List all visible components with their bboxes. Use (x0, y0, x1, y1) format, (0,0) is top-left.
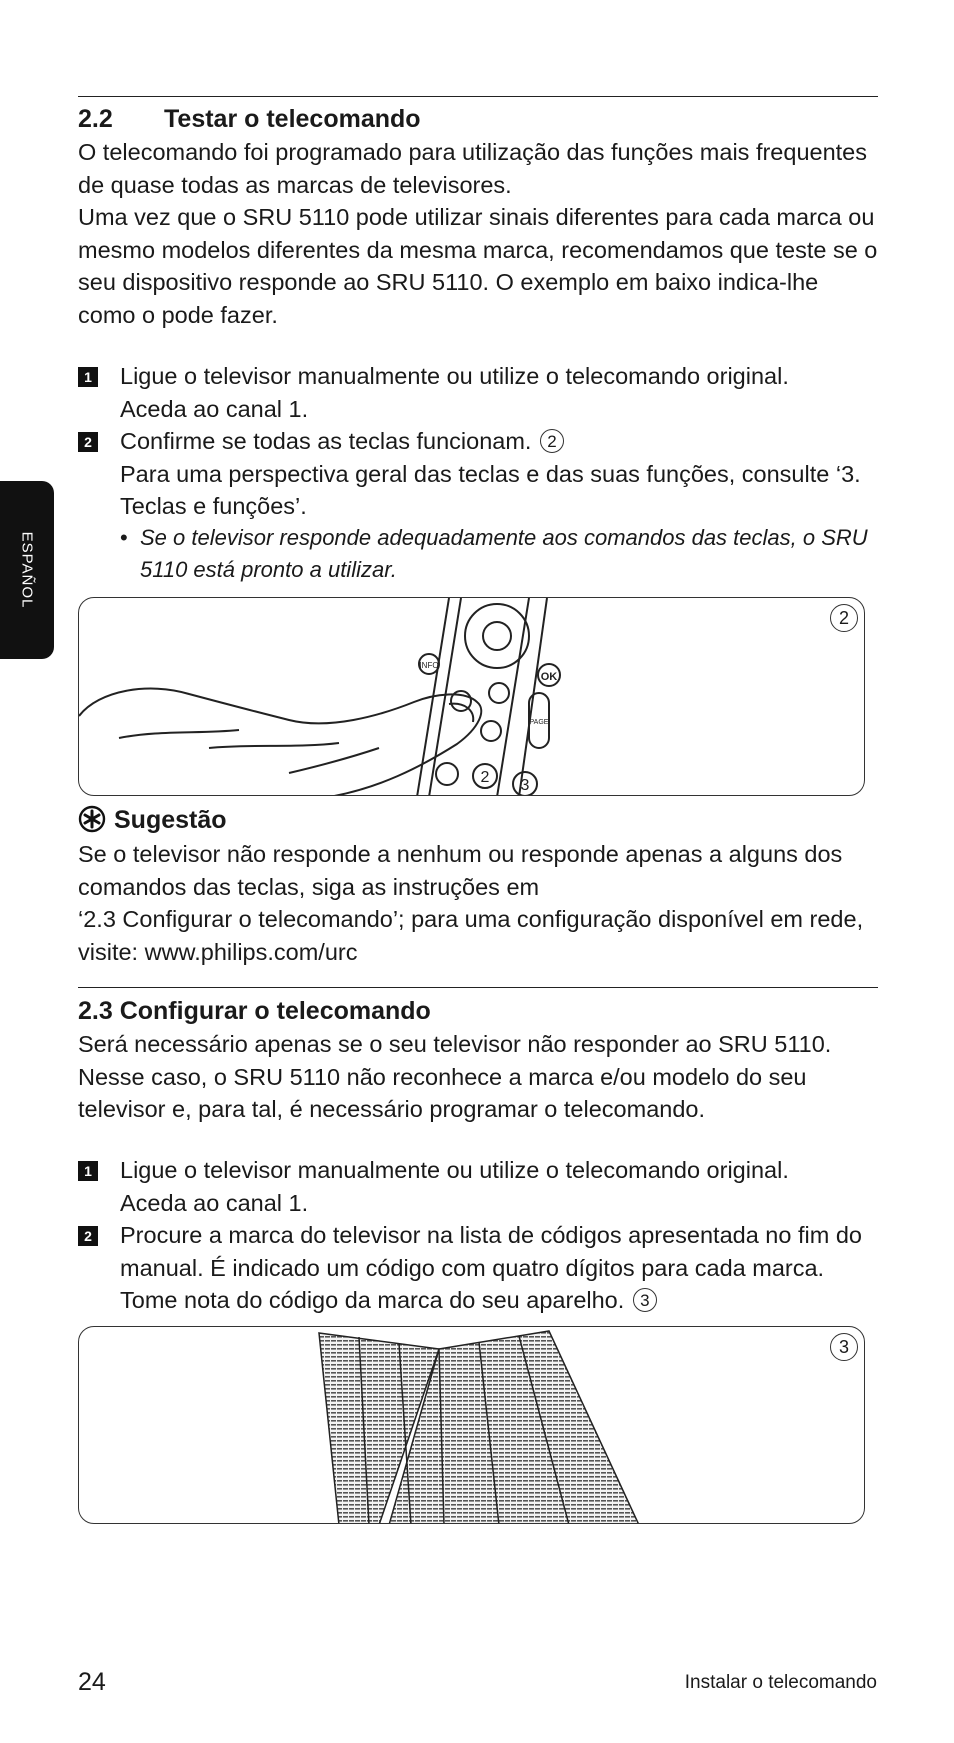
remote-label-page: PAGE (529, 719, 549, 726)
figure-remote-test (78, 597, 865, 796)
step-2-text: Procure a marca do televisor na lista de códigos apresentada no fim do manual. É indicado um código com quatro dígitos para cada marca. Tome nota do código da marca do seu aparelho. 3 (120, 1222, 862, 1313)
step-2-line-1: Confirme se todas as teclas funcionam. 2 (120, 425, 878, 458)
remote-label-2: 2 (480, 769, 490, 786)
page-number: 24 (78, 1668, 106, 1696)
tip-line-2: ‘2.3 Configurar o telecomando’; para uma configuração disponível em rede, visite: www.philips.com/urc (78, 906, 864, 965)
step-1-line-2: Aceda ao canal 1. (120, 1189, 309, 1216)
step-1 (78, 360, 878, 425)
language-tab-label: ESPAÑOL (18, 531, 36, 609)
bullet-mark: • (120, 525, 128, 550)
step-1-line-1: Ligue o televisor manualmente ou utilize o telecomando original. (120, 1157, 789, 1183)
tip-body (78, 838, 878, 968)
figure-number-label: 2 (830, 604, 858, 632)
figure-reference: 3 (633, 1288, 657, 1312)
remote-label-3: 3 (520, 777, 530, 794)
step-2 (78, 425, 878, 523)
step-1-line-2: Aceda ao canal 1. (120, 395, 309, 422)
step-number-badge: 1 (78, 1161, 98, 1181)
step-2-line-2: Para uma perspectiva geral das teclas e das suas funções, consulte ‘3. Teclas e funções’. (120, 460, 861, 519)
figure-code-list (78, 1326, 865, 1524)
section-heading-2-3: 2.3 Configurar o telecomando (78, 997, 431, 1025)
chapter-title: Instalar o telecomando (684, 1672, 877, 1693)
step-2 (78, 1219, 878, 1317)
intro-paragraph-1: O telecomando foi programado para utilização das funções mais frequentes de quase todas as marcas de televisores. (78, 139, 868, 198)
step-1-line-1: Ligue o televisor manualmente ou utilize o telecomando original. (120, 363, 789, 389)
intro-paragraph-2: Uma vez que o SRU 5110 pode utilizar sinais diferentes para cada marca ou mesmo modelos diferentes da mesma marca, recomendamos que teste se o seu dispositivo responde ao SRU 5110. O exemplo em baixo indica-lhe como o pode fazer. (78, 204, 878, 328)
step-number-badge: 1 (78, 367, 98, 387)
section-intro (78, 136, 878, 331)
section-divider (78, 96, 878, 97)
section-divider (78, 987, 878, 988)
figure-number-label: 3 (830, 1333, 858, 1361)
step-1 (78, 1154, 878, 1219)
section-title: Testar o telecomando (164, 105, 421, 133)
remote-label-ok: OK (540, 671, 558, 683)
figure-reference: 2 (540, 429, 564, 453)
tip-line-1: Se o televisor não responde a nenhum ou responde apenas a alguns dos comandos das teclas, siga as instruções em (78, 841, 843, 900)
step-number-badge: 2 (78, 432, 98, 452)
section-number: 2.2 (78, 105, 113, 133)
tip-icon (78, 805, 106, 833)
tip-heading (78, 805, 227, 835)
section-heading-2-2 (78, 104, 421, 134)
section-2-3-intro: Será necessário apenas se o seu televisor não responder ao SRU 5110. Nesse caso, o SRU 5110 não reconhece a marca e/ou modelo do seu televisor e, para tal, é necessário programar o telecomando. (78, 1031, 832, 1122)
result-bullet (120, 522, 880, 586)
step-number-badge: 2 (78, 1226, 98, 1246)
remote-label-info: INFO (419, 661, 439, 670)
tip-title: Sugestão (114, 806, 227, 834)
code-list-booklet-illustration (79, 1327, 865, 1524)
bullet-text: Se o televisor responde adequadamente aos comandos das teclas, o SRU 5110 está pronto a utilizar. (140, 525, 868, 582)
remote-hand-illustration (79, 598, 865, 796)
language-side-tab (0, 481, 54, 659)
